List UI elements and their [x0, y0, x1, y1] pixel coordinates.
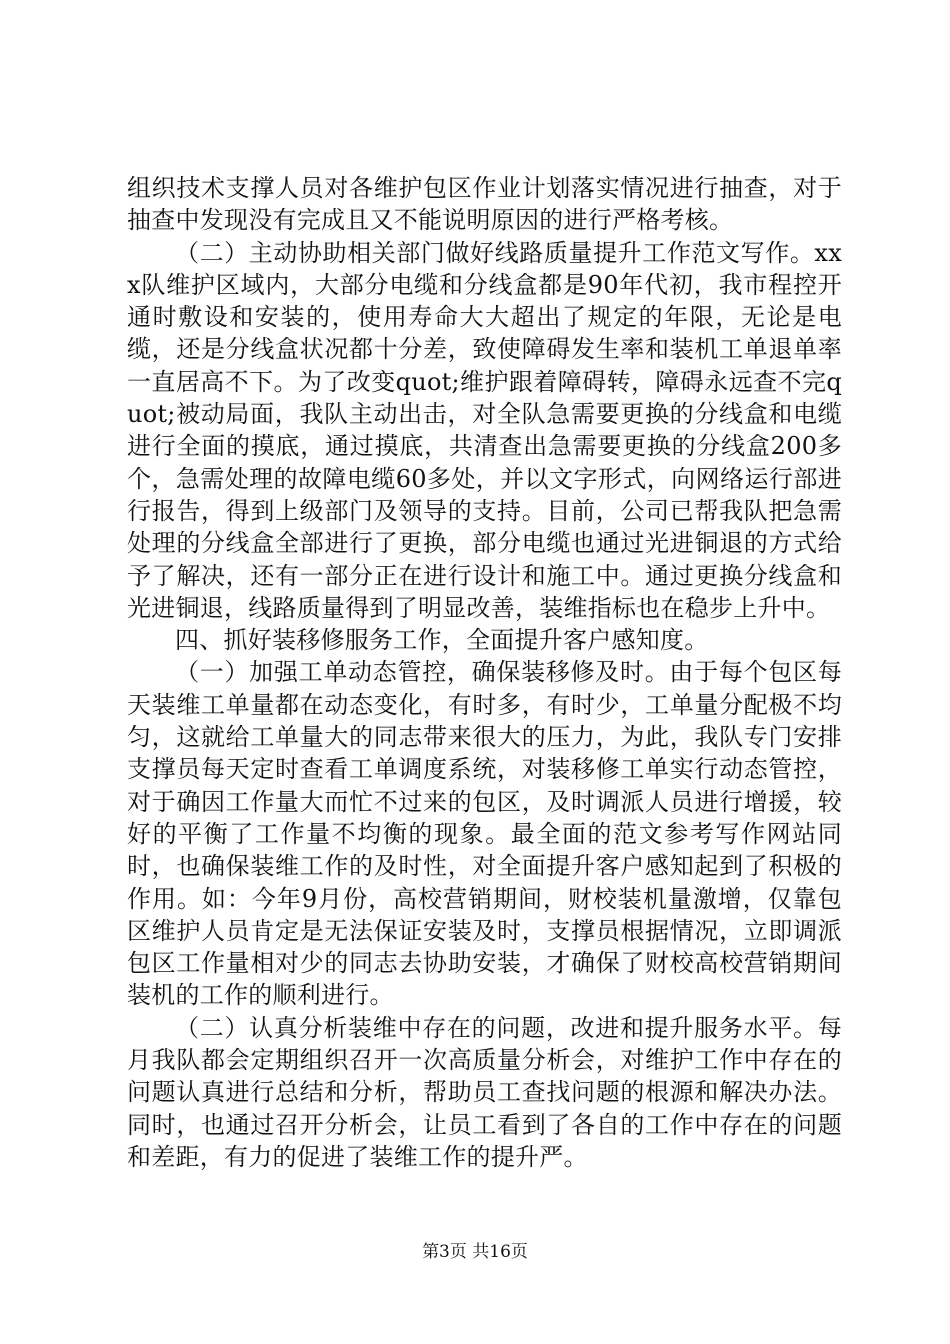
- document-body: [127, 172, 842, 1173]
- section-heading-service: 四、抓好装移修服务工作，全面提升客户感知度。: [175, 626, 709, 655]
- page-footer: 第3页 共16页: [422, 1242, 528, 1262]
- paragraph-line-quality: （二）主动协助相关部门做好线路质量提升工作范文写作。xxx队维护区域内，大部分电缆和分线盒都是90年代初，我市程控开通时敷设和安装的，使用寿命大大超出了规定的年限，无论是电缆，还是分线盒状况都十分差，致使障碍发生率和装机工单退单率一直居高不下。为了改变quot;维护跟着障碍转，障碍永远查不完quot;被动局面，我队主动出击，对全队急需要更换的分线盒和电缆进行全面的摸底，通过摸底，共清查出急需要更换的分线盒200多个，急需处理的故障电缆60多处，并以文字形式，向网络运行部进行报告，得到上级部门及领导的支持。目前，公司已帮我队把急需处理的分线盒全部进行了更换，部分电缆也通过光进铜退的方式给予了解决，还有一部分正在进行设计和施工中。通过更换分线盒和光进铜退，线路质量得到了明显改善，装维指标也在稳步上升中。: [127, 238, 842, 622]
- paragraph-work-order-control: （一）加强工单动态管控，确保装移修及时。由于每个包区每天装维工单量都在动态变化，有时多，有时少，工单量分配极不均匀，这就给工单量大的同志带来很大的压力，为此，我队专门安排支撑员每天定时查看工单调度系统，对装移修工单实行动态管控，对于确因工作量大而忙不过来的包区，及时调派人员进行增援，较好的平衡了工作量不均衡的现象。最全面的范文参考写作网站同时，也确保装维工作的及时性，对全面提升客户感知起到了积极的作用。如：今年9月份，高校营销期间，财校装机量激增，仅靠包区维护人员肯定是无法保证安装及时，支撑员根据情况，立即调派包区工作量相对少的同志去协助安装，才确保了财校高校营销期间装机的工作的顺利进行。: [127, 658, 842, 1010]
- paragraph-problem-analysis: （二）认真分析装维中存在的问题，改进和提升服务水平。每月我队都会定期组织召开一次高质量分析会，对维护工作中存在的问题认真进行总结和分析，帮助员工查找问题的根源和解决办法。同时，也通过召开分析会，让员工看到了各自的工作中存在的问题和差距，有力的促进了装维工作的提升严。: [127, 1013, 842, 1171]
- paragraph-continuation: 组织技术支撑人员对各维护包区作业计划落实情况进行抽查，对于抽查中发现没有完成且又不能说明原因的进行严格考核。: [127, 174, 842, 235]
